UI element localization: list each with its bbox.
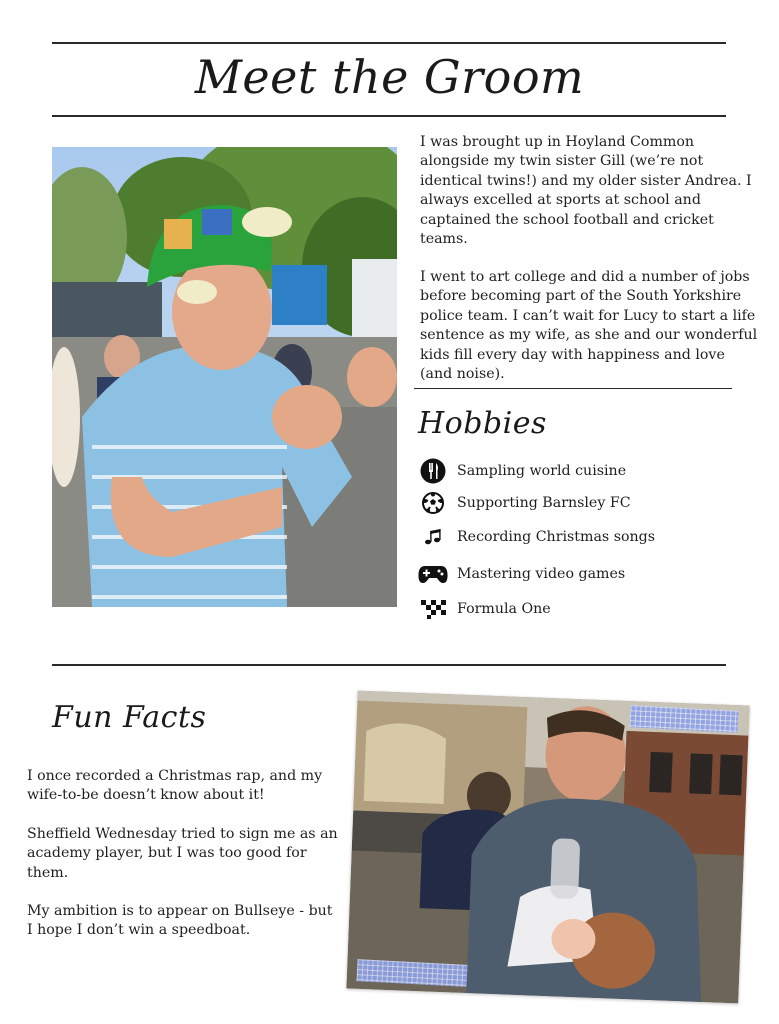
about-paragraph-1: I was brought up in Hoyland Common alongside my twin sister Gill (we’re not identical twins!) and my older sister Andrea. I always excelled at sports at school and captained the school football and cricket teams. [420, 134, 752, 248]
football-icon [418, 489, 448, 517]
fun-fact-2: Sheffield Wednesday tried to sign me as an academy player, but I was too good for them. [27, 826, 338, 881]
hobby-item [418, 457, 626, 485]
groom-photo-image [52, 147, 397, 607]
header-bottom-rule [52, 115, 726, 117]
groom-baby-photo [346, 691, 749, 1004]
hobby-item [418, 523, 655, 551]
hobby-label: Sampling world cuisine [457, 463, 627, 479]
fun-fact-3: My ambition is to appear on Bullseye - but I hope I don’t win a speedboat. [27, 903, 333, 939]
hobby-label: Formula One [457, 601, 551, 617]
hobby-label: Recording Christmas songs [457, 529, 656, 545]
music-note-icon [418, 523, 448, 551]
fun-facts-title: Fun Facts [52, 700, 207, 735]
groom-photo [52, 147, 397, 607]
cutlery-icon [418, 457, 448, 485]
header-top-rule [52, 42, 726, 44]
about-divider [414, 388, 732, 389]
hobby-item [418, 560, 625, 588]
hobby-label: Mastering video games [457, 566, 626, 582]
checkered-flag-icon [418, 595, 448, 623]
page-title: Meet the Groom [194, 50, 585, 104]
groom-baby-photo-image [346, 691, 749, 1004]
fun-fact-1: I once recorded a Christmas rap, and my wife-to-be doesn’t know about it! [27, 768, 323, 804]
about-paragraph-2: I went to art college and did a number of jobs before becoming part of the South Yorkshire police team. I can’t wait for Lucy to start a life sentence as my wife, as she and our wonderful kids fill every day with happiness and love (and noise). [420, 269, 758, 383]
hobby-item [418, 489, 631, 517]
section-divider [52, 664, 726, 666]
hobby-item [418, 595, 551, 623]
hobbies-title: Hobbies [418, 406, 547, 441]
hobby-label: Supporting Barnsley FC [457, 495, 631, 511]
gamepad-icon [418, 560, 448, 588]
